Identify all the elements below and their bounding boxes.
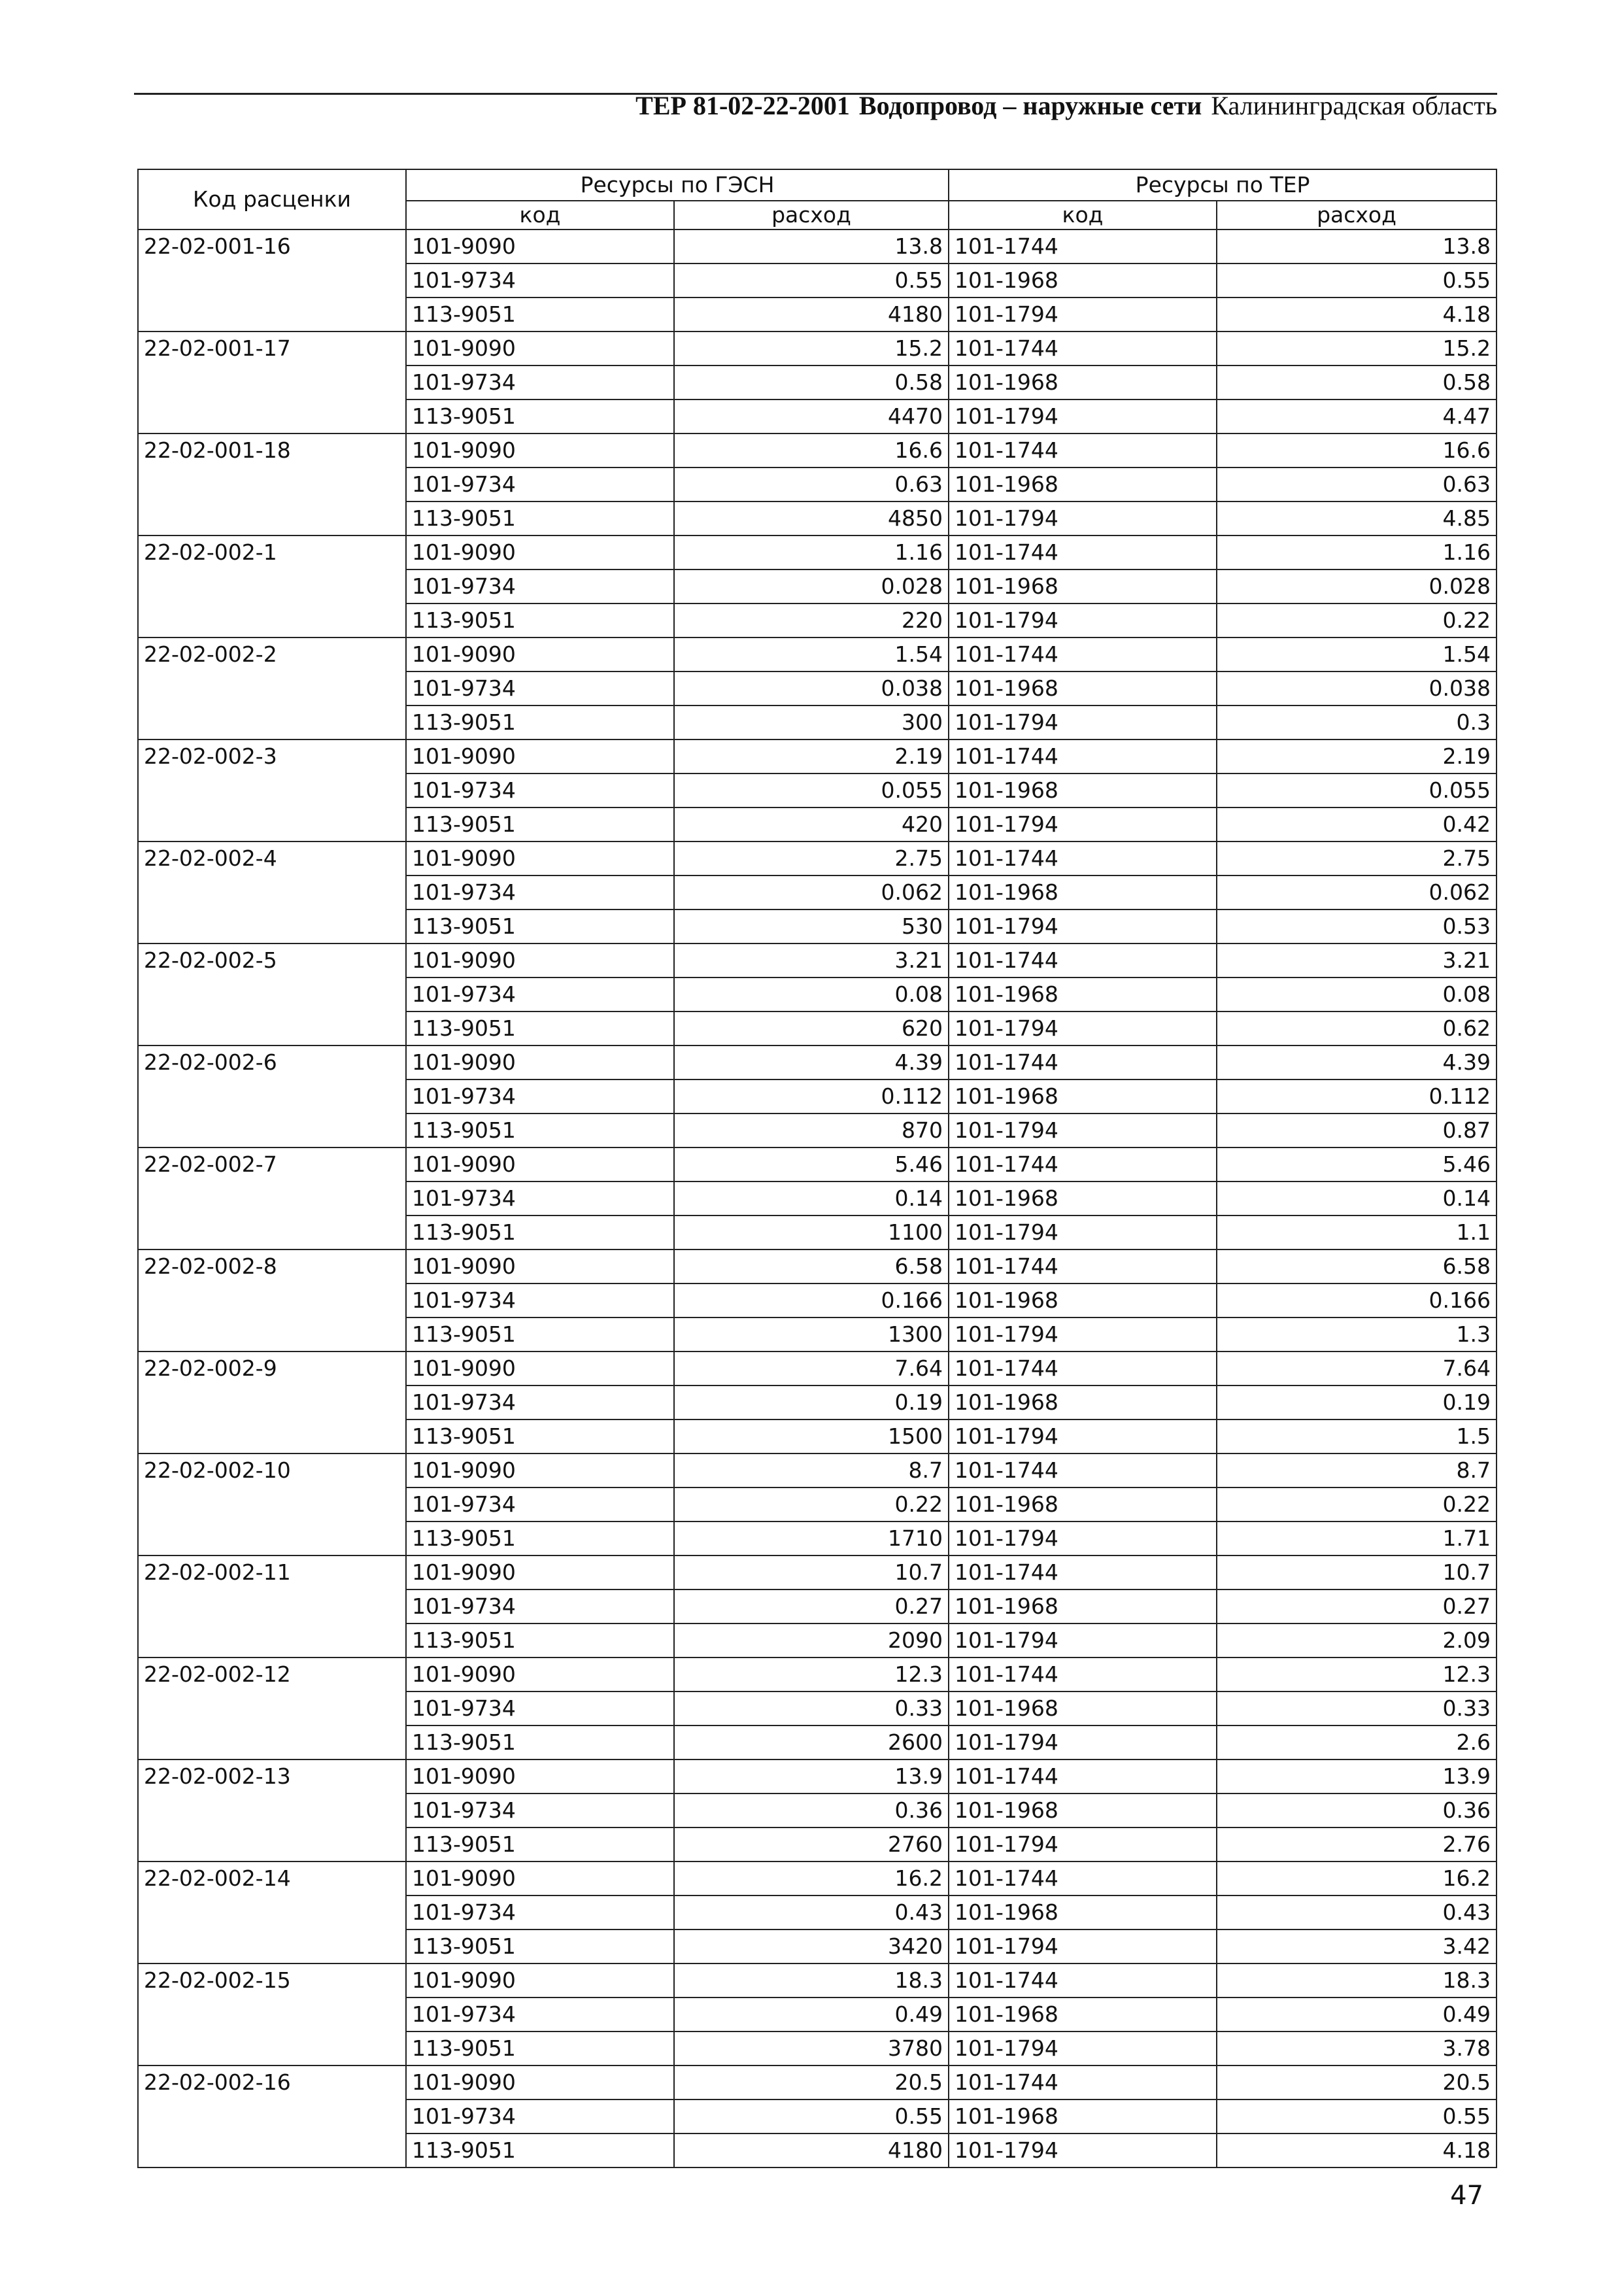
ter-amount-cell: 2.76	[1217, 1828, 1497, 1862]
ter-code-cell: 101-1794	[949, 502, 1217, 536]
page-number: 47	[1450, 2181, 1483, 2211]
gesn-amount-cell: 0.55	[674, 2100, 949, 2134]
ter-amount-cell: 0.62	[1217, 1012, 1497, 1046]
gesn-amount-cell: 2600	[674, 1726, 949, 1760]
gesn-code-cell: 101-9090	[406, 536, 674, 570]
ter-amount-cell: 12.3	[1217, 1658, 1497, 1692]
ter-amount-cell: 0.53	[1217, 910, 1497, 944]
ter-amount-cell: 0.22	[1217, 604, 1497, 638]
gesn-code-cell: 101-9090	[406, 1148, 674, 1182]
gesn-amount-cell: 1300	[674, 1318, 949, 1352]
gesn-amount-cell: 0.36	[674, 1794, 949, 1828]
gesn-amount-cell: 2090	[674, 1624, 949, 1658]
gesn-code-cell: 113-9051	[406, 1216, 674, 1250]
gesn-amount-cell: 220	[674, 604, 949, 638]
gesn-amount-cell: 0.028	[674, 570, 949, 604]
ter-code-cell: 101-1744	[949, 434, 1217, 468]
ter-amount-cell: 1.54	[1217, 638, 1497, 672]
resources-table	[137, 169, 1497, 2168]
ter-code-cell: 101-1794	[949, 1828, 1217, 1862]
gesn-code-cell: 101-9734	[406, 1896, 674, 1930]
gesn-code-cell: 101-9734	[406, 1080, 674, 1114]
ter-code-cell: 101-1794	[949, 910, 1217, 944]
gesn-code-cell: 113-9051	[406, 2134, 674, 2168]
ter-code-cell: 101-1794	[949, 1726, 1217, 1760]
ter-amount-cell: 10.7	[1217, 1556, 1497, 1590]
ter-amount-cell: 3.78	[1217, 2032, 1497, 2066]
rate-code-cell: 22-02-002-10	[138, 1454, 406, 1556]
ter-code-cell: 101-1794	[949, 2134, 1217, 2168]
ter-amount-cell: 0.55	[1217, 264, 1497, 298]
ter-amount-cell: 16.2	[1217, 1862, 1497, 1896]
ter-amount-cell: 4.85	[1217, 502, 1497, 536]
header-gesn-resources: Ресурсы по ГЭСН	[406, 169, 949, 201]
ter-amount-cell: 13.9	[1217, 1760, 1497, 1794]
gesn-amount-cell: 3780	[674, 2032, 949, 2066]
table-row	[138, 230, 1497, 264]
ter-code-cell: 101-1968	[949, 1080, 1217, 1114]
ter-amount-cell: 0.166	[1217, 1284, 1497, 1318]
gesn-code-cell: 113-9051	[406, 1522, 674, 1556]
ter-amount-cell: 6.58	[1217, 1250, 1497, 1284]
gesn-amount-cell: 4850	[674, 502, 949, 536]
gesn-code-cell: 101-9090	[406, 1046, 674, 1080]
table-row	[138, 1148, 1497, 1182]
document-code: ТЕР 81-02-22-2001	[635, 91, 850, 120]
gesn-code-cell: 113-9051	[406, 1420, 674, 1454]
ter-code-cell: 101-1968	[949, 1998, 1217, 2032]
ter-amount-cell: 0.36	[1217, 1794, 1497, 1828]
page-header	[635, 86, 1497, 126]
table-row	[138, 1046, 1497, 1080]
rate-code-cell: 22-02-002-5	[138, 944, 406, 1046]
gesn-amount-cell: 13.8	[674, 230, 949, 264]
rate-code-cell: 22-02-002-8	[138, 1250, 406, 1352]
ter-code-cell: 101-1794	[949, 1114, 1217, 1148]
ter-amount-cell: 2.09	[1217, 1624, 1497, 1658]
ter-amount-cell: 0.22	[1217, 1488, 1497, 1522]
ter-code-cell: 101-1794	[949, 1216, 1217, 1250]
rate-code-cell: 22-02-002-2	[138, 638, 406, 740]
gesn-amount-cell: 0.33	[674, 1692, 949, 1726]
gesn-code-cell: 113-9051	[406, 502, 674, 536]
ter-code-cell: 101-1968	[949, 1794, 1217, 1828]
gesn-code-cell: 113-9051	[406, 706, 674, 740]
gesn-amount-cell: 0.19	[674, 1386, 949, 1420]
ter-amount-cell: 0.3	[1217, 706, 1497, 740]
ter-amount-cell: 1.5	[1217, 1420, 1497, 1454]
table-row	[138, 638, 1497, 672]
ter-amount-cell: 4.18	[1217, 298, 1497, 332]
ter-amount-cell: 5.46	[1217, 1148, 1497, 1182]
ter-code-cell: 101-1744	[949, 944, 1217, 978]
rate-code-cell: 22-02-002-13	[138, 1760, 406, 1862]
ter-code-cell: 101-1968	[949, 1182, 1217, 1216]
rate-code-cell: 22-02-002-16	[138, 2066, 406, 2168]
gesn-amount-cell: 0.038	[674, 672, 949, 706]
table-row	[138, 2066, 1497, 2100]
ter-code-cell: 101-1744	[949, 1658, 1217, 1692]
ter-amount-cell: 4.39	[1217, 1046, 1497, 1080]
ter-amount-cell: 0.87	[1217, 1114, 1497, 1148]
gesn-code-cell: 113-9051	[406, 1012, 674, 1046]
gesn-amount-cell: 6.58	[674, 1250, 949, 1284]
gesn-code-cell: 101-9734	[406, 1182, 674, 1216]
rate-code-cell: 22-02-001-18	[138, 434, 406, 536]
gesn-code-cell: 101-9090	[406, 1862, 674, 1896]
ter-amount-cell: 0.55	[1217, 2100, 1497, 2134]
gesn-code-cell: 101-9090	[406, 332, 674, 366]
ter-amount-cell: 0.43	[1217, 1896, 1497, 1930]
ter-amount-cell: 15.2	[1217, 332, 1497, 366]
gesn-amount-cell: 0.112	[674, 1080, 949, 1114]
table-row	[138, 1862, 1497, 1896]
table-body	[138, 230, 1497, 2168]
gesn-amount-cell: 0.08	[674, 978, 949, 1012]
gesn-amount-cell: 0.062	[674, 876, 949, 910]
gesn-code-cell: 101-9734	[406, 1488, 674, 1522]
ter-code-cell: 101-1968	[949, 1590, 1217, 1624]
gesn-code-cell: 101-9734	[406, 1998, 674, 2032]
ter-code-cell: 101-1744	[949, 842, 1217, 876]
ter-amount-cell: 7.64	[1217, 1352, 1497, 1386]
gesn-amount-cell: 0.55	[674, 264, 949, 298]
header-rate-code: Код расценки	[138, 169, 406, 230]
ter-code-cell: 101-1794	[949, 604, 1217, 638]
ter-code-cell: 101-1968	[949, 672, 1217, 706]
ter-amount-cell: 4.18	[1217, 2134, 1497, 2168]
gesn-code-cell: 101-9090	[406, 638, 674, 672]
table-row	[138, 536, 1497, 570]
ter-amount-cell: 0.58	[1217, 366, 1497, 400]
gesn-code-cell: 113-9051	[406, 1828, 674, 1862]
ter-code-cell: 101-1968	[949, 1692, 1217, 1726]
gesn-code-cell: 101-9090	[406, 1760, 674, 1794]
ter-amount-cell: 0.038	[1217, 672, 1497, 706]
gesn-amount-cell: 2.75	[674, 842, 949, 876]
ter-code-cell: 101-1968	[949, 2100, 1217, 2134]
ter-code-cell: 101-1794	[949, 1012, 1217, 1046]
ter-amount-cell: 0.112	[1217, 1080, 1497, 1114]
ter-code-cell: 101-1794	[949, 2032, 1217, 2066]
gesn-code-cell: 101-9734	[406, 366, 674, 400]
ter-amount-cell: 0.49	[1217, 1998, 1497, 2032]
gesn-amount-cell: 4180	[674, 2134, 949, 2168]
header-gesn-code: код	[406, 201, 674, 230]
ter-code-cell: 101-1794	[949, 1930, 1217, 1964]
ter-code-cell: 101-1968	[949, 774, 1217, 808]
gesn-code-cell: 101-9090	[406, 740, 674, 774]
ter-code-cell: 101-1968	[949, 1386, 1217, 1420]
gesn-code-cell: 101-9734	[406, 876, 674, 910]
gesn-code-cell: 101-9734	[406, 1284, 674, 1318]
gesn-code-cell: 101-9734	[406, 1590, 674, 1624]
gesn-code-cell: 101-9734	[406, 978, 674, 1012]
ter-amount-cell: 2.6	[1217, 1726, 1497, 1760]
gesn-code-cell: 113-9051	[406, 1624, 674, 1658]
rate-code-cell: 22-02-002-14	[138, 1862, 406, 1964]
gesn-amount-cell: 0.27	[674, 1590, 949, 1624]
rate-code-cell: 22-02-002-15	[138, 1964, 406, 2066]
gesn-code-cell: 101-9090	[406, 2066, 674, 2100]
header-gesn-amount: расход	[674, 201, 949, 230]
ter-amount-cell: 0.42	[1217, 808, 1497, 842]
ter-code-cell: 101-1744	[949, 740, 1217, 774]
gesn-code-cell: 101-9734	[406, 570, 674, 604]
ter-code-cell: 101-1744	[949, 332, 1217, 366]
gesn-amount-cell: 2.19	[674, 740, 949, 774]
gesn-code-cell: 113-9051	[406, 1930, 674, 1964]
ter-code-cell: 101-1968	[949, 1488, 1217, 1522]
header-ter-code: код	[949, 201, 1217, 230]
ter-code-cell: 101-1794	[949, 706, 1217, 740]
section-title: Водопровод – наружные сети	[858, 91, 1202, 120]
gesn-amount-cell: 3420	[674, 1930, 949, 1964]
gesn-amount-cell: 300	[674, 706, 949, 740]
gesn-amount-cell: 620	[674, 1012, 949, 1046]
ter-amount-cell: 2.75	[1217, 842, 1497, 876]
gesn-amount-cell: 10.7	[674, 1556, 949, 1590]
table-row	[138, 332, 1497, 366]
ter-code-cell: 101-1744	[949, 230, 1217, 264]
ter-code-cell: 101-1794	[949, 808, 1217, 842]
ter-code-cell: 101-1794	[949, 1318, 1217, 1352]
table-row	[138, 842, 1497, 876]
ter-code-cell: 101-1968	[949, 570, 1217, 604]
ter-amount-cell: 0.055	[1217, 774, 1497, 808]
ter-code-cell: 101-1744	[949, 1250, 1217, 1284]
ter-amount-cell: 0.27	[1217, 1590, 1497, 1624]
ter-amount-cell: 1.16	[1217, 536, 1497, 570]
rate-code-cell: 22-02-001-16	[138, 230, 406, 332]
gesn-amount-cell: 20.5	[674, 2066, 949, 2100]
ter-amount-cell: 3.42	[1217, 1930, 1497, 1964]
ter-amount-cell: 13.8	[1217, 230, 1497, 264]
gesn-amount-cell: 0.58	[674, 366, 949, 400]
ter-code-cell: 101-1968	[949, 876, 1217, 910]
gesn-code-cell: 113-9051	[406, 604, 674, 638]
gesn-code-cell: 101-9734	[406, 672, 674, 706]
ter-code-cell: 101-1968	[949, 1284, 1217, 1318]
table-row	[138, 1658, 1497, 1692]
gesn-amount-cell: 1500	[674, 1420, 949, 1454]
ter-amount-cell: 0.08	[1217, 978, 1497, 1012]
ter-code-cell: 101-1744	[949, 1760, 1217, 1794]
ter-amount-cell: 3.21	[1217, 944, 1497, 978]
gesn-amount-cell: 0.166	[674, 1284, 949, 1318]
gesn-code-cell: 101-9090	[406, 1964, 674, 1998]
ter-code-cell: 101-1794	[949, 1522, 1217, 1556]
ter-code-cell: 101-1744	[949, 638, 1217, 672]
rate-code-cell: 22-02-002-1	[138, 536, 406, 638]
gesn-code-cell: 101-9734	[406, 468, 674, 502]
ter-code-cell: 101-1744	[949, 1148, 1217, 1182]
header-ter-resources: Ресурсы по ТЕР	[949, 169, 1497, 201]
gesn-amount-cell: 5.46	[674, 1148, 949, 1182]
ter-amount-cell: 18.3	[1217, 1964, 1497, 1998]
gesn-code-cell: 101-9734	[406, 2100, 674, 2134]
rate-code-cell: 22-02-002-3	[138, 740, 406, 842]
gesn-code-cell: 101-9090	[406, 1352, 674, 1386]
table-row	[138, 434, 1497, 468]
gesn-code-cell: 113-9051	[406, 1726, 674, 1760]
gesn-amount-cell: 13.9	[674, 1760, 949, 1794]
table-row	[138, 1964, 1497, 1998]
region-name: Калининградская область	[1211, 91, 1497, 120]
ter-amount-cell: 0.028	[1217, 570, 1497, 604]
gesn-amount-cell: 18.3	[674, 1964, 949, 1998]
ter-code-cell: 101-1968	[949, 1896, 1217, 1930]
gesn-amount-cell: 1710	[674, 1522, 949, 1556]
gesn-amount-cell: 0.43	[674, 1896, 949, 1930]
table-row	[138, 1556, 1497, 1590]
rate-code-cell: 22-02-002-7	[138, 1148, 406, 1250]
ter-code-cell: 101-1744	[949, 1046, 1217, 1080]
gesn-code-cell: 101-9734	[406, 1386, 674, 1420]
table-row	[138, 1250, 1497, 1284]
gesn-code-cell: 113-9051	[406, 298, 674, 332]
gesn-code-cell: 113-9051	[406, 808, 674, 842]
gesn-code-cell: 101-9090	[406, 434, 674, 468]
ter-amount-cell: 2.19	[1217, 740, 1497, 774]
table-row	[138, 740, 1497, 774]
ter-amount-cell: 0.062	[1217, 876, 1497, 910]
ter-code-cell: 101-1968	[949, 366, 1217, 400]
gesn-amount-cell: 0.055	[674, 774, 949, 808]
gesn-amount-cell: 15.2	[674, 332, 949, 366]
ter-amount-cell: 1.3	[1217, 1318, 1497, 1352]
gesn-amount-cell: 16.2	[674, 1862, 949, 1896]
ter-amount-cell: 8.7	[1217, 1454, 1497, 1488]
gesn-amount-cell: 16.6	[674, 434, 949, 468]
ter-code-cell: 101-1794	[949, 1624, 1217, 1658]
gesn-code-cell: 113-9051	[406, 910, 674, 944]
ter-amount-cell: 1.1	[1217, 1216, 1497, 1250]
gesn-amount-cell: 2760	[674, 1828, 949, 1862]
gesn-code-cell: 101-9090	[406, 230, 674, 264]
ter-code-cell: 101-1794	[949, 1420, 1217, 1454]
ter-code-cell: 101-1968	[949, 468, 1217, 502]
rate-code-cell: 22-02-002-6	[138, 1046, 406, 1148]
ter-amount-cell: 20.5	[1217, 2066, 1497, 2100]
gesn-code-cell: 113-9051	[406, 1318, 674, 1352]
rate-code-cell: 22-02-001-17	[138, 332, 406, 434]
header-ter-amount: расход	[1217, 201, 1497, 230]
gesn-code-cell: 101-9090	[406, 1556, 674, 1590]
gesn-amount-cell: 7.64	[674, 1352, 949, 1386]
gesn-amount-cell: 1.16	[674, 536, 949, 570]
gesn-amount-cell: 870	[674, 1114, 949, 1148]
ter-code-cell: 101-1744	[949, 1352, 1217, 1386]
ter-amount-cell: 4.47	[1217, 400, 1497, 434]
gesn-amount-cell: 4180	[674, 298, 949, 332]
ter-code-cell: 101-1744	[949, 1964, 1217, 1998]
ter-code-cell: 101-1794	[949, 298, 1217, 332]
ter-code-cell: 101-1744	[949, 1454, 1217, 1488]
gesn-code-cell: 113-9051	[406, 400, 674, 434]
gesn-code-cell: 113-9051	[406, 2032, 674, 2066]
gesn-code-cell: 113-9051	[406, 1114, 674, 1148]
table-row	[138, 1760, 1497, 1794]
gesn-amount-cell: 8.7	[674, 1454, 949, 1488]
ter-code-cell: 101-1968	[949, 978, 1217, 1012]
gesn-code-cell: 101-9090	[406, 944, 674, 978]
gesn-code-cell: 101-9090	[406, 1658, 674, 1692]
gesn-amount-cell: 4.39	[674, 1046, 949, 1080]
ter-code-cell: 101-1744	[949, 1862, 1217, 1896]
gesn-code-cell: 101-9734	[406, 1794, 674, 1828]
rate-code-cell: 22-02-002-12	[138, 1658, 406, 1760]
gesn-amount-cell: 1100	[674, 1216, 949, 1250]
gesn-code-cell: 101-9090	[406, 1250, 674, 1284]
gesn-amount-cell: 12.3	[674, 1658, 949, 1692]
ter-amount-cell: 0.63	[1217, 468, 1497, 502]
ter-code-cell: 101-1794	[949, 400, 1217, 434]
rate-code-cell: 22-02-002-11	[138, 1556, 406, 1658]
ter-code-cell: 101-1744	[949, 2066, 1217, 2100]
rate-code-cell: 22-02-002-9	[138, 1352, 406, 1454]
table-row	[138, 944, 1497, 978]
gesn-code-cell: 101-9090	[406, 842, 674, 876]
gesn-amount-cell: 1.54	[674, 638, 949, 672]
gesn-code-cell: 101-9734	[406, 774, 674, 808]
ter-code-cell: 101-1744	[949, 1556, 1217, 1590]
ter-amount-cell: 0.14	[1217, 1182, 1497, 1216]
gesn-amount-cell: 420	[674, 808, 949, 842]
gesn-amount-cell: 0.22	[674, 1488, 949, 1522]
gesn-amount-cell: 0.49	[674, 1998, 949, 2032]
ter-code-cell: 101-1744	[949, 536, 1217, 570]
ter-amount-cell: 0.19	[1217, 1386, 1497, 1420]
gesn-amount-cell: 3.21	[674, 944, 949, 978]
ter-code-cell: 101-1968	[949, 264, 1217, 298]
rate-code-cell: 22-02-002-4	[138, 842, 406, 944]
ter-amount-cell: 1.71	[1217, 1522, 1497, 1556]
gesn-amount-cell: 0.63	[674, 468, 949, 502]
gesn-code-cell: 101-9734	[406, 264, 674, 298]
table-row	[138, 1454, 1497, 1488]
ter-amount-cell: 0.33	[1217, 1692, 1497, 1726]
gesn-amount-cell: 4470	[674, 400, 949, 434]
gesn-amount-cell: 0.14	[674, 1182, 949, 1216]
gesn-code-cell: 101-9090	[406, 1454, 674, 1488]
table-row	[138, 1352, 1497, 1386]
ter-amount-cell: 16.6	[1217, 434, 1497, 468]
gesn-amount-cell: 530	[674, 910, 949, 944]
gesn-code-cell: 101-9734	[406, 1692, 674, 1726]
header-rule	[134, 93, 1497, 95]
